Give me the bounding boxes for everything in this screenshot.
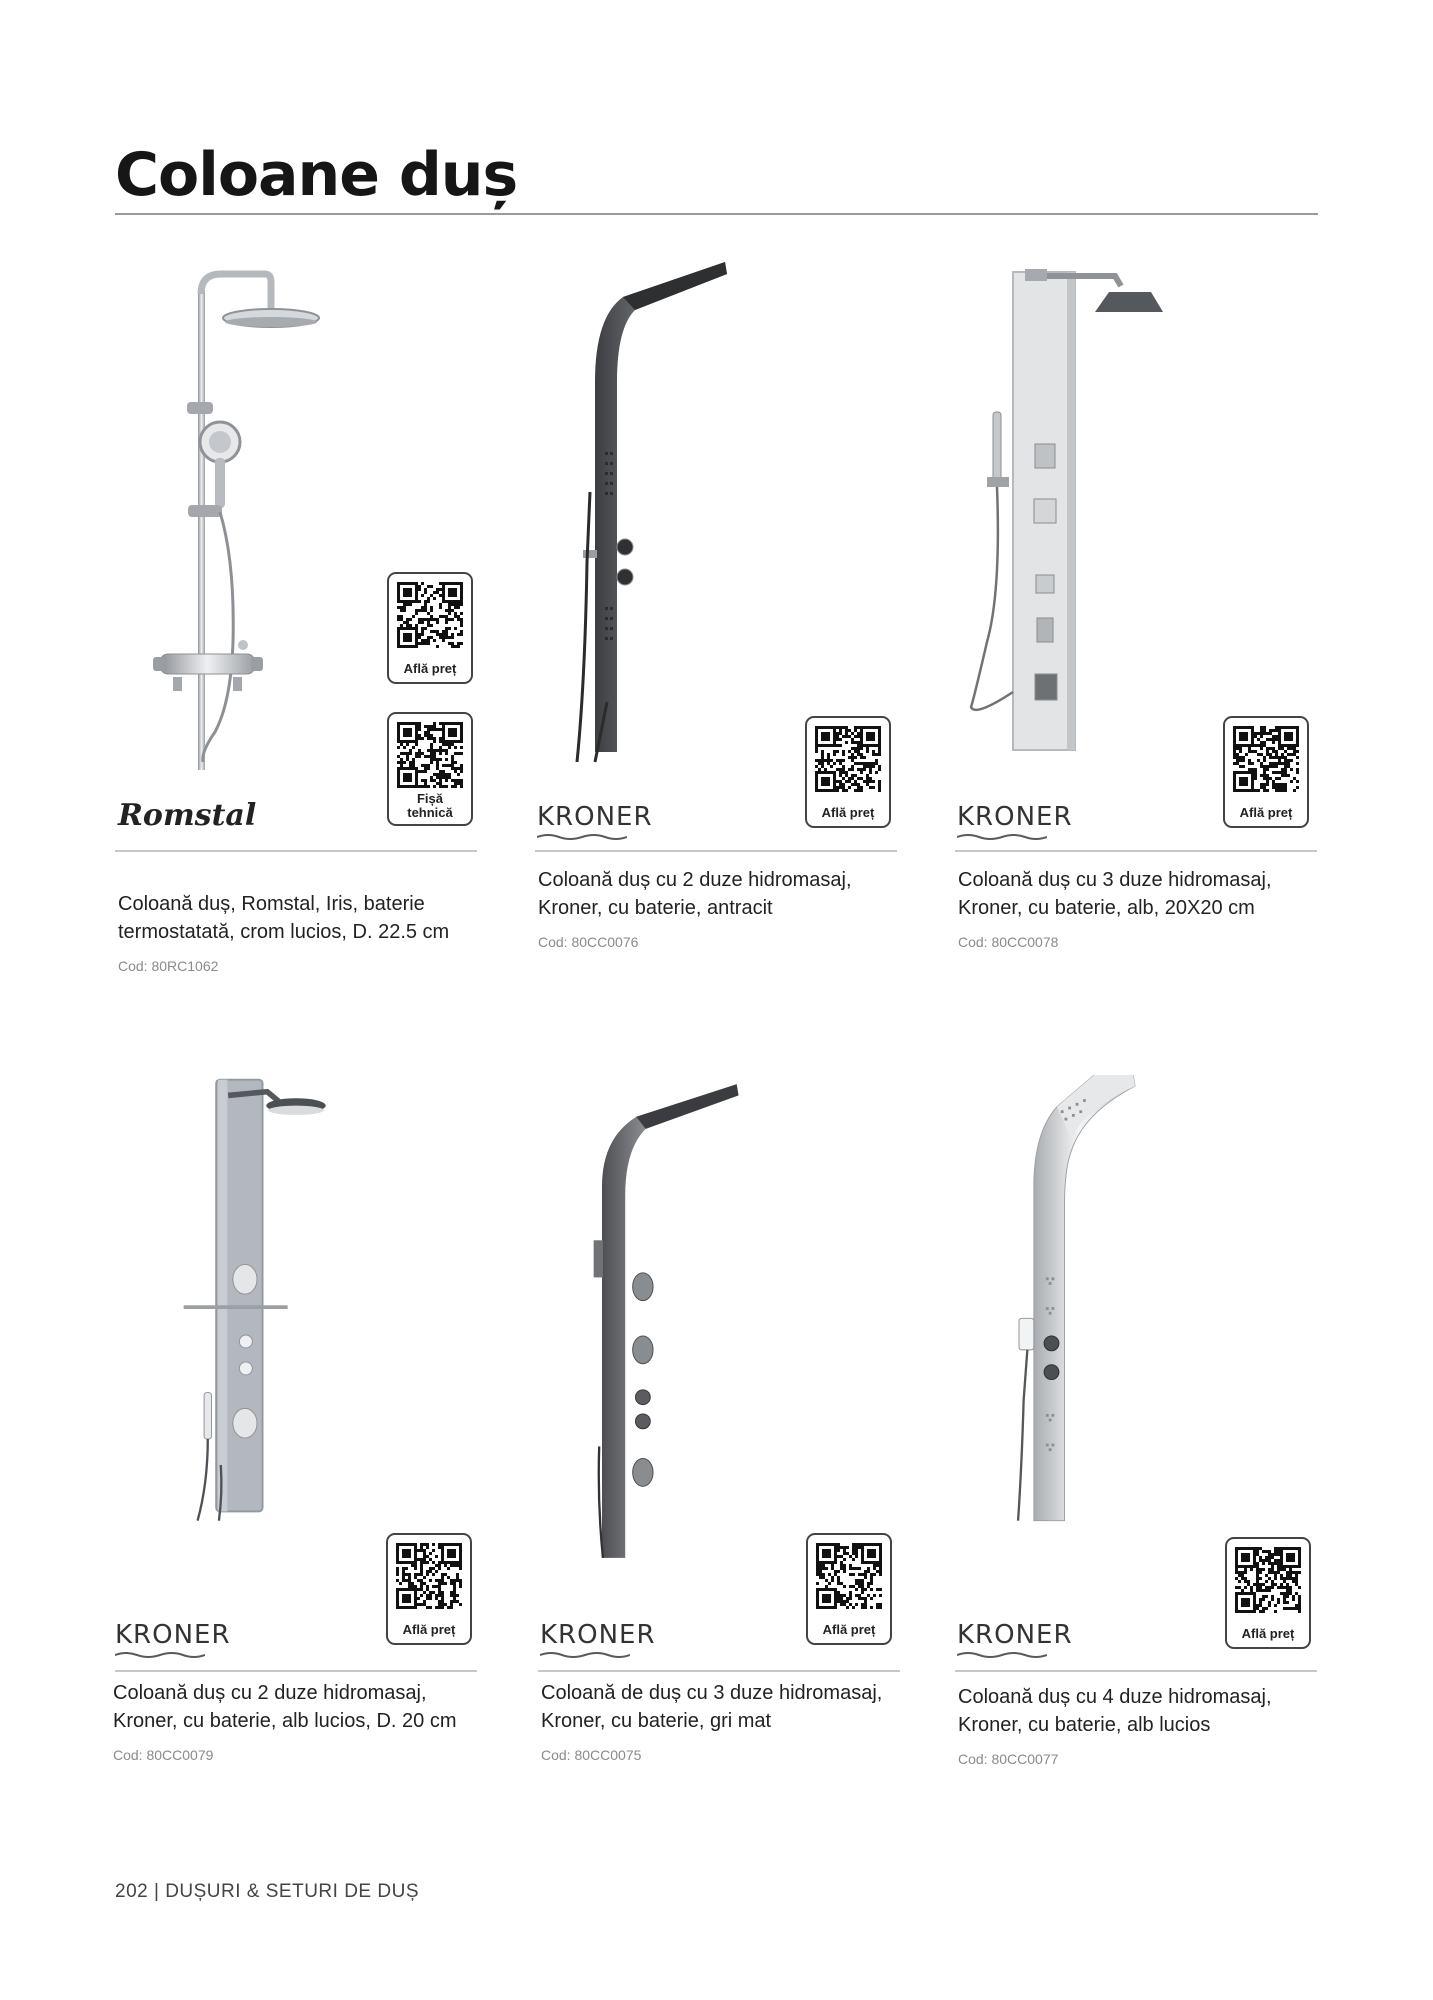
product-code: Cod: 80CC0078 bbox=[958, 934, 1059, 950]
qr-code-icon bbox=[1233, 726, 1299, 792]
qr-code-price[interactable] bbox=[805, 716, 891, 828]
card-divider bbox=[955, 1670, 1317, 1672]
product-description: Coloană duș cu 4 duze hidromasaj, Kroner, cu baterie, alb lucios bbox=[958, 1686, 1272, 1736]
wave-icon bbox=[540, 1651, 630, 1659]
card-divider bbox=[955, 850, 1317, 852]
brand-name: KRONER bbox=[537, 802, 653, 832]
qr-code-price[interactable] bbox=[1223, 716, 1309, 828]
product-description: Coloană de duș cu 3 duze hidromasaj, Kroner, cu baterie, gri mat bbox=[541, 1682, 883, 1732]
qr-code-price[interactable] bbox=[386, 1533, 472, 1645]
brand-name: KRONER bbox=[957, 1620, 1073, 1650]
product-description: Coloană duș, Romstal, Iris, baterie termostatată, crom lucios, D. 22.5 cm bbox=[118, 893, 450, 943]
qr-code-price[interactable] bbox=[387, 572, 473, 684]
qr-label: Află preț bbox=[822, 1622, 876, 1637]
product-card bbox=[535, 262, 897, 950]
card-divider bbox=[535, 850, 897, 852]
brand-logo bbox=[540, 1620, 656, 1659]
brand-logo bbox=[957, 1620, 1073, 1659]
page-footer: 202 | DUȘURI & SETURI DE DUȘ bbox=[115, 1881, 420, 1902]
qr-code-price[interactable] bbox=[1225, 1537, 1311, 1649]
product-code: Cod: 80CC0076 bbox=[538, 934, 639, 950]
product-code: Cod: 80CC0079 bbox=[113, 1747, 214, 1763]
qr-code-icon bbox=[397, 722, 463, 788]
title-divider bbox=[115, 213, 1318, 215]
brand-logo bbox=[115, 1620, 231, 1659]
product-code: Cod: 80CC0077 bbox=[958, 1751, 1059, 1767]
brand-logo bbox=[537, 802, 653, 841]
product-card bbox=[115, 262, 477, 974]
product-card bbox=[113, 1075, 477, 1763]
card-divider bbox=[115, 850, 477, 852]
wave-icon bbox=[537, 833, 627, 841]
wave-icon bbox=[115, 1651, 205, 1659]
product-description: Coloană duș cu 3 duze hidromasaj, Kroner, cu baterie, alb, 20X20 cm bbox=[958, 869, 1272, 919]
product-card bbox=[955, 1075, 1317, 1767]
product-photo bbox=[115, 1075, 477, 1595]
brand-logo bbox=[957, 802, 1073, 841]
card-divider bbox=[115, 1670, 477, 1672]
product-photo bbox=[955, 1075, 1317, 1595]
brand-name: KRONER bbox=[957, 802, 1073, 832]
product-card bbox=[538, 1075, 900, 1763]
qr-label: Află preț bbox=[402, 1622, 456, 1637]
qr-code-datasheet[interactable] bbox=[387, 712, 473, 826]
qr-code-icon bbox=[397, 582, 463, 648]
qr-code-icon bbox=[816, 1543, 882, 1609]
brand-name: KRONER bbox=[115, 1620, 231, 1650]
qr-label: Află preț bbox=[1241, 1626, 1295, 1641]
brand-name: KRONER bbox=[540, 1620, 656, 1650]
qr-code-icon bbox=[815, 726, 881, 792]
brand-logo: Romstal bbox=[118, 798, 257, 833]
qr-code-icon bbox=[396, 1543, 462, 1609]
wave-icon bbox=[957, 833, 1047, 841]
product-card bbox=[955, 262, 1317, 950]
qr-code-icon bbox=[1235, 1547, 1301, 1613]
qr-label: Află preț bbox=[403, 661, 457, 676]
product-photo bbox=[538, 1075, 900, 1595]
page-title: Coloane duș bbox=[115, 140, 518, 210]
product-description: Coloană duș cu 2 duze hidromasaj, Kroner, cu baterie, antracit bbox=[538, 869, 852, 919]
wave-icon bbox=[957, 1651, 1047, 1659]
qr-label: Află preț bbox=[1239, 805, 1293, 820]
card-divider bbox=[538, 1670, 900, 1672]
product-description: Coloană duș cu 2 duze hidromasaj, Kroner, cu baterie, alb lucios, D. 20 cm bbox=[113, 1682, 457, 1732]
qr-label: Află preț bbox=[821, 805, 875, 820]
product-code: Cod: 80CC0075 bbox=[541, 1747, 642, 1763]
product-code: Cod: 80RC1062 bbox=[118, 958, 219, 974]
qr-code-price[interactable] bbox=[806, 1533, 892, 1645]
qr-label: Fișă tehnică bbox=[407, 791, 453, 820]
